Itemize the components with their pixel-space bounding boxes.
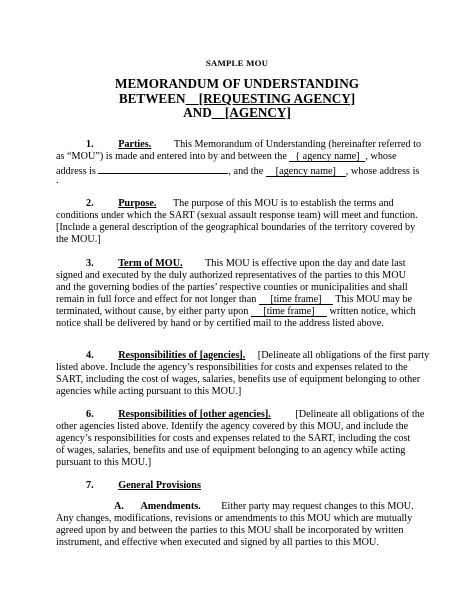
section-7-heading-line <box>86 480 201 492</box>
section-6-line-5: pursuant to this MOU.] <box>56 457 152 468</box>
title-and-line <box>0 106 474 120</box>
section-1-number: 1. <box>86 139 94 150</box>
section-2-number: 2. <box>86 198 94 209</box>
title-agency: [AGENCY] <box>224 105 291 120</box>
address-blank <box>98 163 228 174</box>
section-2-line-3: [Include a general description of the geographical boundaries of the territory covered by <box>56 222 416 233</box>
section-1-line-2: as “MOU”) is made and entered into by and between the { agency name] , whose <box>56 151 397 162</box>
section-7-heading: General Provisions <box>118 480 201 491</box>
section-3-heading: Term of MOU. <box>118 258 183 269</box>
section-4-line-2: listed above. Include the agency’s responsibilities for costs and expenses related to the <box>56 362 408 373</box>
subsection-a-letter: A. <box>114 501 124 512</box>
section-3-number: 3. <box>86 258 94 269</box>
section-6-heading: Responsibilities of [other agencies]. <box>118 409 271 420</box>
title-requesting-agency: [REQUESTING AGENCY] <box>198 91 356 106</box>
section-1-heading: Parties. <box>118 139 152 150</box>
section-3-line-6: notice shall be delivered by hand or by certified mail to the address listed above. <box>56 318 384 329</box>
section-7-number: 7. <box>86 480 94 491</box>
time-frame-blank-2: [time frame] <box>251 306 327 317</box>
section-3-line-4: remain in full force and effect for not longer than [time frame] This MOU may be <box>56 294 412 305</box>
section-3-line-3: and the governing bodies of the parties’ respective counties or municipalities and shall <box>56 282 408 293</box>
section-6-line-4: of wages, salaries, benefits and use of equipment belonging to an agency while acting <box>56 445 406 456</box>
section-4-number: 4. <box>86 350 94 361</box>
agency-name-blank-2: [agency name] <box>266 166 346 177</box>
section-3-heading-line: 3. Term of MOU. This MOU is effective upon the day and date last <box>86 258 406 269</box>
sample-label: SAMPLE MOU <box>205 58 269 68</box>
section-6-heading-line: 6. Responsibilities of [other agencies]. [Delineate all obligations of the <box>86 409 425 420</box>
subsection-a-heading: Amendments. <box>140 501 201 512</box>
section-2-heading-line: 2. Purpose. The purpose of this MOU is to establish the terms and <box>86 198 394 209</box>
section-1-heading-line <box>86 139 421 151</box>
subsection-a-line-2: Any changes, modifications, revisions or amendments to this MOU which are mutually <box>56 513 413 524</box>
section-1-line-3: address is , and the [agency name] , whose address is <box>56 163 419 178</box>
subsection-a-line-3: agreed upon by and between the parties to this MOU shall be incorporated by written <box>56 525 404 536</box>
agency-name-blank-1: { agency name] <box>289 151 365 162</box>
section-2-line-4: the MOU.] <box>56 234 101 245</box>
section-4-line-4: agencies while acting pursuant to this MOU.] <box>56 386 242 397</box>
section-4-heading-line: 4. Responsibilities of [agencies]. [Delineate all obligations of the first party <box>86 350 430 361</box>
document-title: MEMORANDUM OF UNDERSTANDING <box>115 76 359 91</box>
title-between-line <box>0 92 474 106</box>
section-4-line-3: SART, including the cost of wages, salaries, benefits use of equipment belonging to other <box>56 374 421 385</box>
section-2-heading: Purpose. <box>118 198 157 209</box>
time-frame-blank-1: [time frame] <box>259 294 333 305</box>
section-1-text: This Memorandum of Understanding (hereinafter referred to <box>173 139 422 150</box>
section-3-line-5: terminated, without cause, by either party upon [time frame] written notice, which <box>56 306 416 317</box>
section-3-line-2: signed and executed by the duly authorized representatives of the parties to this MOU <box>56 270 406 281</box>
section-2-line-2: conditions under which the SART (sexual assault response team) will meet and function. <box>56 210 418 221</box>
title-between: BETWEEN <box>118 91 186 106</box>
section-6-number: 6. <box>86 409 94 420</box>
subsection-a-line-4: instrument, and effective when executed and signed by all parties to this MOU. <box>56 537 379 548</box>
subsection-a-heading-line: A. Amendments. Either party may request changes to this MOU. <box>114 501 414 512</box>
section-6-line-2: other agencies listed above. Identify the agency covered by this MOU, and include the <box>56 421 409 432</box>
section-1-line-4: . <box>56 175 59 186</box>
title-and: AND <box>183 105 212 120</box>
section-6-line-3: agency’s responsibilities for costs and expenses related to the SART, including the cost <box>56 433 411 444</box>
section-4-heading: Responsibilities of [agencies]. <box>118 350 246 361</box>
